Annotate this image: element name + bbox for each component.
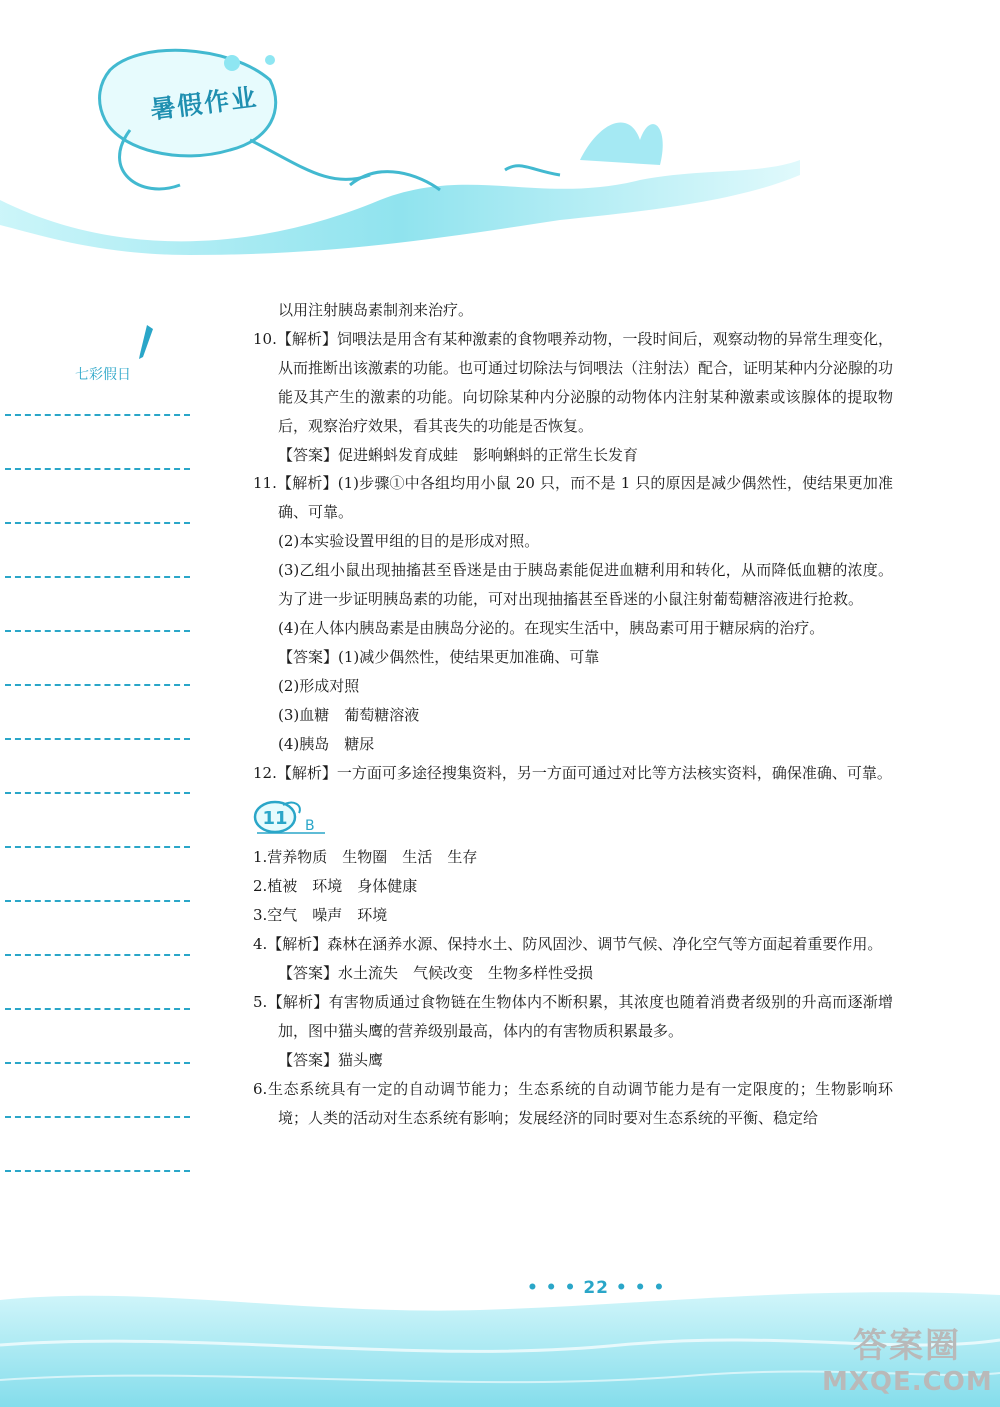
answer-key: 【答案】水土流失 气候改变 生物多样性受损 (278, 964, 594, 983)
answer-item-3: 3.空气 噪声 环境 (253, 906, 388, 925)
note-line (5, 686, 190, 740)
note-line (5, 1118, 190, 1172)
note-lines (5, 400, 190, 1172)
answer-line: (4)胰岛 糖尿 (278, 734, 375, 753)
answer-key: 【答案】猫头鹰 (278, 1050, 384, 1069)
note-line (5, 1010, 190, 1064)
section-letter: B (305, 818, 315, 835)
answer-key: 【答案】(1)减少偶然性，使结果更加准确、可靠 (278, 647, 600, 666)
answer-line: (2)形成对照 (278, 676, 360, 695)
note-line (5, 740, 190, 794)
answer-item-10: 10.【解析】饲喂法是用含有某种激素的食物喂养动物，一段时间后，观察动物的异常生理变化，从而推断出该激素的功能。也可通过切除法与饲喂法（注射法）配合，证明某种内分泌腺的功能及其产生的激素的功能。向切除某种内分泌腺的动物体内注射某种激素或该腺体的提取物后，观察治疗效果，看其丧失的功能是否恢复。 (253, 329, 894, 435)
answer-content (253, 296, 893, 1132)
answer-item-11: 11.【解析】(1)步骤①中各组均用小鼠 20 只，而不是 1 只的原因是减少偶然性，使结果更加准确、可靠。 (253, 474, 893, 522)
note-line (5, 848, 190, 902)
note-line (5, 632, 190, 686)
answer-key: 【答案】促进蝌蚪发育成蛙 影响蝌蚪的正常生长发育 (278, 445, 639, 464)
watermark-en: MXQE.COM (822, 1367, 993, 1397)
note-line (5, 578, 190, 632)
note-line (5, 1064, 190, 1118)
note-line (5, 794, 190, 848)
answer-line: (2)本实验设置甲组的目的是形成对照。 (278, 532, 540, 551)
answer-item-5: 5.【解析】有害物质通过食物链在生物体内不断积累，其浓度也随着消费者级别的升高而逐渐增加，图中猫头鹰的营养级别最高，体内的有害物质积累最多。 (253, 992, 893, 1040)
note-line (5, 416, 190, 470)
watermark (822, 1318, 992, 1397)
answer-line: 以用注射胰岛素制剂来治疗。 (278, 301, 474, 319)
answer-line: (3)血糖 葡萄糖溶液 (278, 705, 420, 724)
note-line (5, 470, 190, 524)
note-line (5, 902, 190, 956)
sidebar-label: 七彩假日 (75, 367, 131, 383)
header-title: 暑假作业 (148, 82, 260, 125)
note-line (5, 400, 190, 416)
watermark-cn: 答案圈 (853, 1326, 961, 1366)
answer-line: (3)乙组小鼠出现抽搐甚至昏迷是由于胰岛素能促进血糖利用和转化，从而降低血糖的浓度。为了进一步证明胰岛素的功能，可对出现抽搐甚至昏迷的小鼠注射葡萄糖溶液进行抢救。 (278, 561, 893, 609)
answer-item-6: 6.生态系统具有一定的自动调节能力；生态系统的自动调节能力是有一定限度的；生物影响环境；人类的活动对生态系统有影响；发展经济的同时要对生态系统的平衡、稳定给 (253, 1079, 893, 1127)
note-line (5, 956, 190, 1010)
answer-item-12: 12.【解析】一方面可多途径搜集资料，另一方面可通过对比等方法核实资料，确保准确、可靠。 (253, 763, 892, 782)
answer-item-1: 1.营养物质 生物圈 生活 生存 (253, 848, 478, 867)
answer-item-4: 4.【解析】森林在涵养水源、保持水土、防风固沙、调节气候、净化空气等方面起着重要作用。 (253, 935, 883, 954)
answer-line: (4)在人体内胰岛素是由胰岛分泌的。在现实生活中，胰岛素可用于糖尿病的治疗。 (278, 618, 825, 637)
header-decoration (0, 0, 1000, 270)
note-line (5, 524, 190, 578)
section-header (253, 791, 893, 841)
section-badge (253, 799, 325, 835)
pen-icon (135, 323, 155, 363)
section-number: 11 (262, 808, 288, 830)
page-number: • • • 22 • • • (527, 1278, 666, 1298)
answer-item-2: 2.植被 环境 身体健康 (253, 877, 418, 896)
